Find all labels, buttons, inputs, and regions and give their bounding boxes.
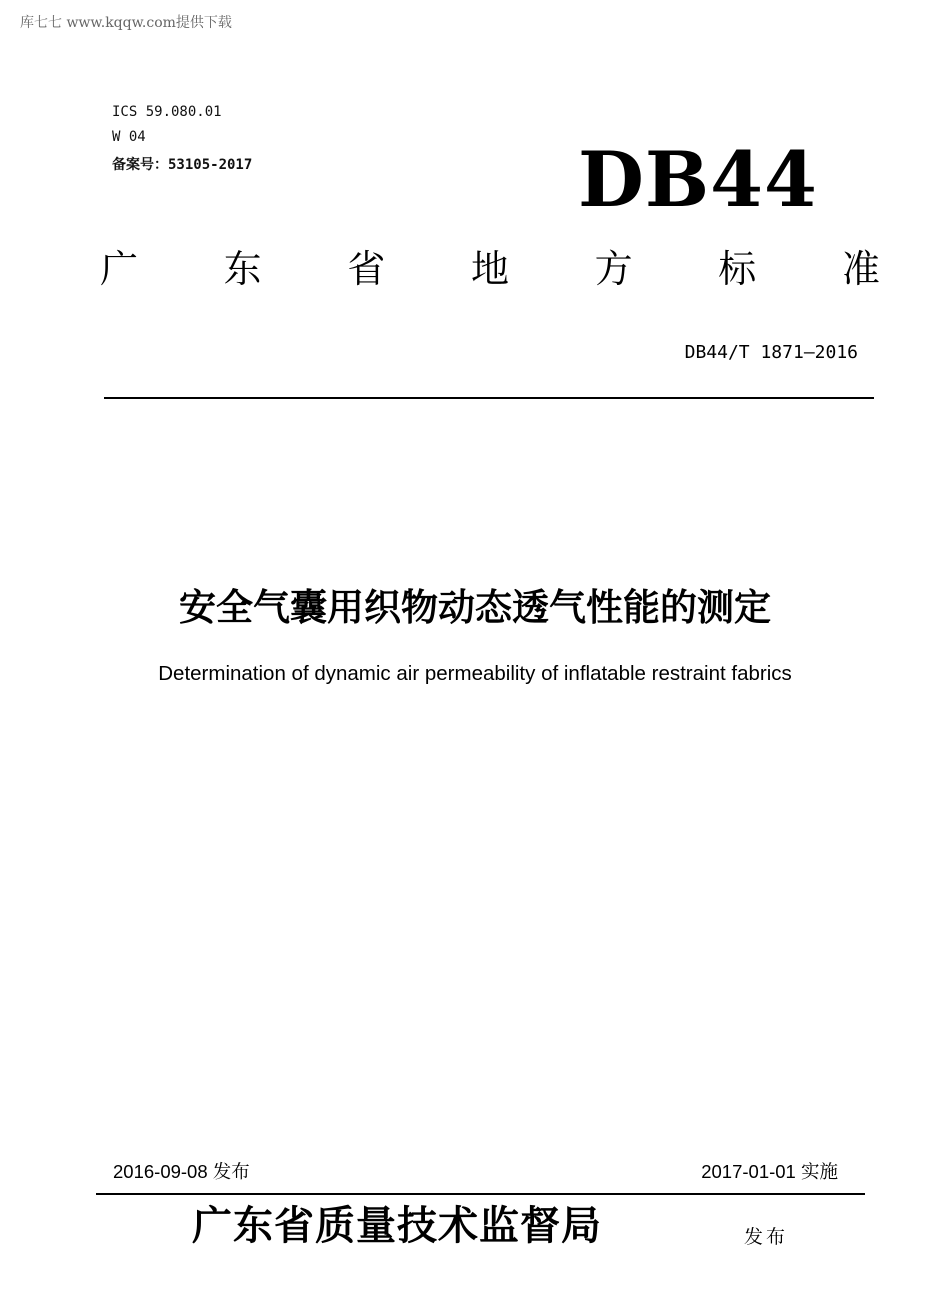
standard-type-char: 方 [594, 247, 633, 291]
document-title-english: Determination of dynamic air permeability of inflatable restraint fabrics [158, 662, 792, 685]
top-divider [104, 397, 874, 399]
bottom-divider [96, 1193, 865, 1195]
standard-number: DB44/T 1871—2016 [684, 342, 858, 363]
standard-type-char: 广 [100, 247, 139, 291]
standard-type-char: 准 [841, 247, 880, 291]
standard-type-char: 东 [223, 247, 262, 291]
publisher-name: 广东省质量技术监督局 [192, 1202, 602, 1249]
document-title-chinese: 安全气囊用织物动态透气性能的测定 [179, 586, 771, 629]
record-number: 备案号：53105-2017 [112, 157, 253, 173]
implementation-date: 2017-01-01 实施 [701, 1161, 838, 1182]
standard-type-char: 地 [470, 247, 509, 291]
issue-date: 2016-09-08 发布 [113, 1161, 250, 1182]
watermark-text: 库七七 www.kqqw.com提供下载 [20, 15, 232, 31]
standard-type-heading [100, 247, 880, 291]
standard-code-logo: DB44 [578, 135, 818, 224]
publish-label: 发布 [744, 1226, 789, 1248]
standard-type-char: 省 [347, 247, 386, 291]
ics-code: ICS 59.080.01 [112, 104, 222, 120]
standard-type-char: 标 [718, 247, 757, 291]
classification-code: W 04 [112, 129, 146, 145]
